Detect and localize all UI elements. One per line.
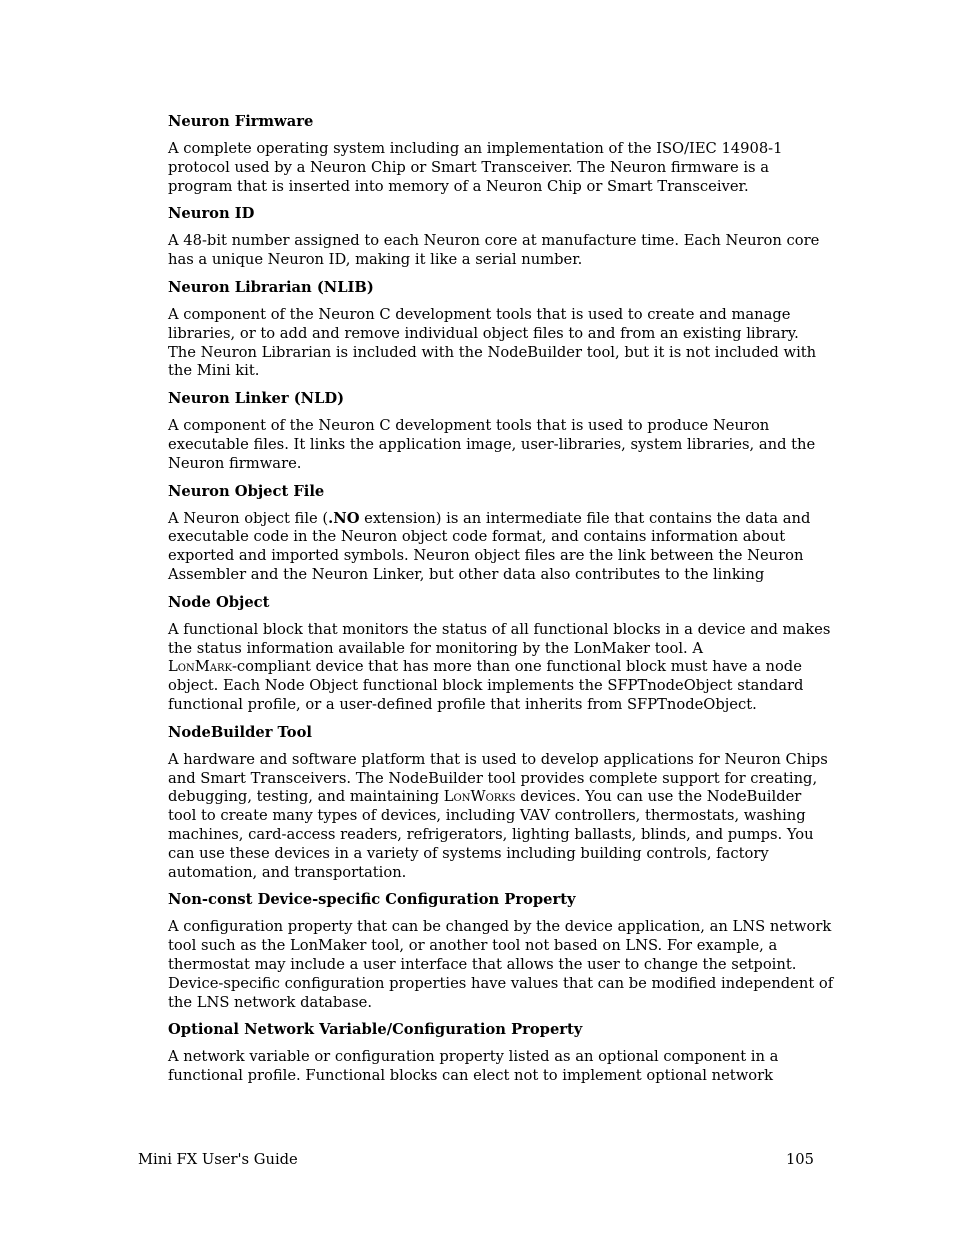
definition-line: A component of the Neuron C development tools that is used to produce Neuron [168,417,770,435]
glossary-definition [168,232,820,270]
glossary-term: Neuron Linker (NLD) [168,390,345,408]
definition-line: functional profile, or a user-defined profile that inherits from SFPTnodeObject. [168,695,757,713]
definition-line: has a unique Neuron ID, making it like a serial number. [168,251,583,269]
glossary-definition [168,417,814,473]
glossary-entry [168,1020,814,1086]
definition-line: program that is inserted into memory of a Neuron Chip or Smart Transceiver. [168,177,749,195]
definition-line: libraries, or to add and remove individual object files to and from an existing library. [168,324,799,342]
definition-text: devices. You can use the NodeBuilder [515,788,802,806]
footer-title: Mini FX User's Guide [138,1151,298,1168]
glossary-definition [168,918,834,1012]
definition-line: machines, card-access readers, refrigerators, lighting ballasts, blinds, and pumps. You [168,825,814,843]
glossary-entry [168,890,834,1012]
definition-line: object. Each Node Object functional block implements the SFPTnodeObject standard [168,677,804,695]
glossary-content [168,112,834,1094]
definition-line: A functional block that monitors the status of all functional blocks in a device and makes [168,620,831,638]
definition-line: Neuron firmware. [168,454,302,472]
brand-name: LonMark [168,658,232,676]
definition-line: A configuration property that can be changed by the device application, an LNS network [168,918,832,936]
brand-name: LonWorks [443,788,516,806]
definition-line: exported and imported symbols. Neuron object files are the link between the Neuron [168,547,804,565]
glossary-entry [168,112,814,196]
definition-line: A hardware and software platform that is used to develop applications for Neuron Chips [168,750,828,768]
definition-line [168,658,814,677]
definition-line: Device-specific configuration properties have values that can be modified independent of [168,974,834,992]
definition-line: Assembler and the Neuron Linker, but other data also contributes to the linking [168,565,765,583]
glossary-term: Neuron ID [168,205,255,223]
definition-line: executable files. It links the application image, user-libraries, system libraries, and the [168,435,816,453]
glossary-entry [168,389,814,473]
definition-text: -compliant device that has more than one functional block must have a node [231,658,802,676]
file-extension: .NO [328,509,360,527]
definition-line: tool to create many types of devices, including VAV controllers, thermostats, washing [168,807,806,825]
definition-line: thermostat may include a user interface that allows the user to change the setpoint. [168,955,797,973]
glossary-definition [168,510,814,585]
definition-line: the status information available for monitoring by the LonMaker tool. A [168,639,703,657]
glossary-definition [168,1048,814,1086]
definition-text: extension) is an intermediate file that contains the data and [359,509,811,527]
definition-line: automation, and transportation. [168,863,407,881]
glossary-entry [168,204,820,270]
definition-line: the Mini kit. [168,362,260,380]
glossary-term: Neuron Librarian (NLIB) [168,278,374,296]
glossary-entry [168,593,831,715]
glossary-entry [168,482,814,585]
glossary-definition [168,305,817,381]
glossary-definition [168,750,828,883]
glossary-term: Non-const Device-specific Configuration Property [168,891,576,909]
definition-line: functional profile. Functional blocks can elect not to implement optional network [168,1067,774,1085]
definition-line: can use these devices in a variety of systems including building controls, factory [168,844,769,862]
definition-line: A component of the Neuron C development tools that is used to create and manage [168,305,791,323]
definition-line [168,788,814,807]
definition-line [168,510,814,529]
definition-text: A Neuron object file ( [168,509,329,527]
definition-text: debugging, testing, and maintaining [168,788,444,806]
glossary-definition [168,620,831,715]
definition-line: The Neuron Librarian is included with the NodeBuilder tool, but it is not included with [168,343,817,361]
definition-line: and Smart Transceivers. The NodeBuilder tool provides complete support for creating, [168,769,818,787]
glossary-term: Optional Network Variable/Configuration Property [168,1021,583,1039]
glossary-entry [168,723,828,883]
definition-line: tool such as the LonMaker tool, or another tool not based on LNS. For example, a [168,937,778,955]
definition-line: the LNS network database. [168,993,372,1011]
glossary-entry [168,278,817,381]
definition-line: A complete operating system including an implementation of the ISO/IEC 14908-1 [168,140,783,157]
definition-line: executable code in the Neuron object code format, and contains information about [168,528,786,546]
definition-line: A 48-bit number assigned to each Neuron core at manufacture time. Each Neuron core [168,232,820,250]
definition-line: A network variable or configuration property listed as an optional component in a [168,1048,779,1066]
glossary-term: NodeBuilder Tool [168,723,312,741]
glossary-term: Neuron Firmware [168,113,314,130]
glossary-term: Neuron Object File [168,482,325,500]
page-number: 105 [785,1151,814,1168]
definition-line: protocol used by a Neuron Chip or Smart Transceiver. The Neuron firmware is a [168,158,769,176]
glossary-term: Node Object [168,593,270,611]
glossary-definition [168,140,814,196]
